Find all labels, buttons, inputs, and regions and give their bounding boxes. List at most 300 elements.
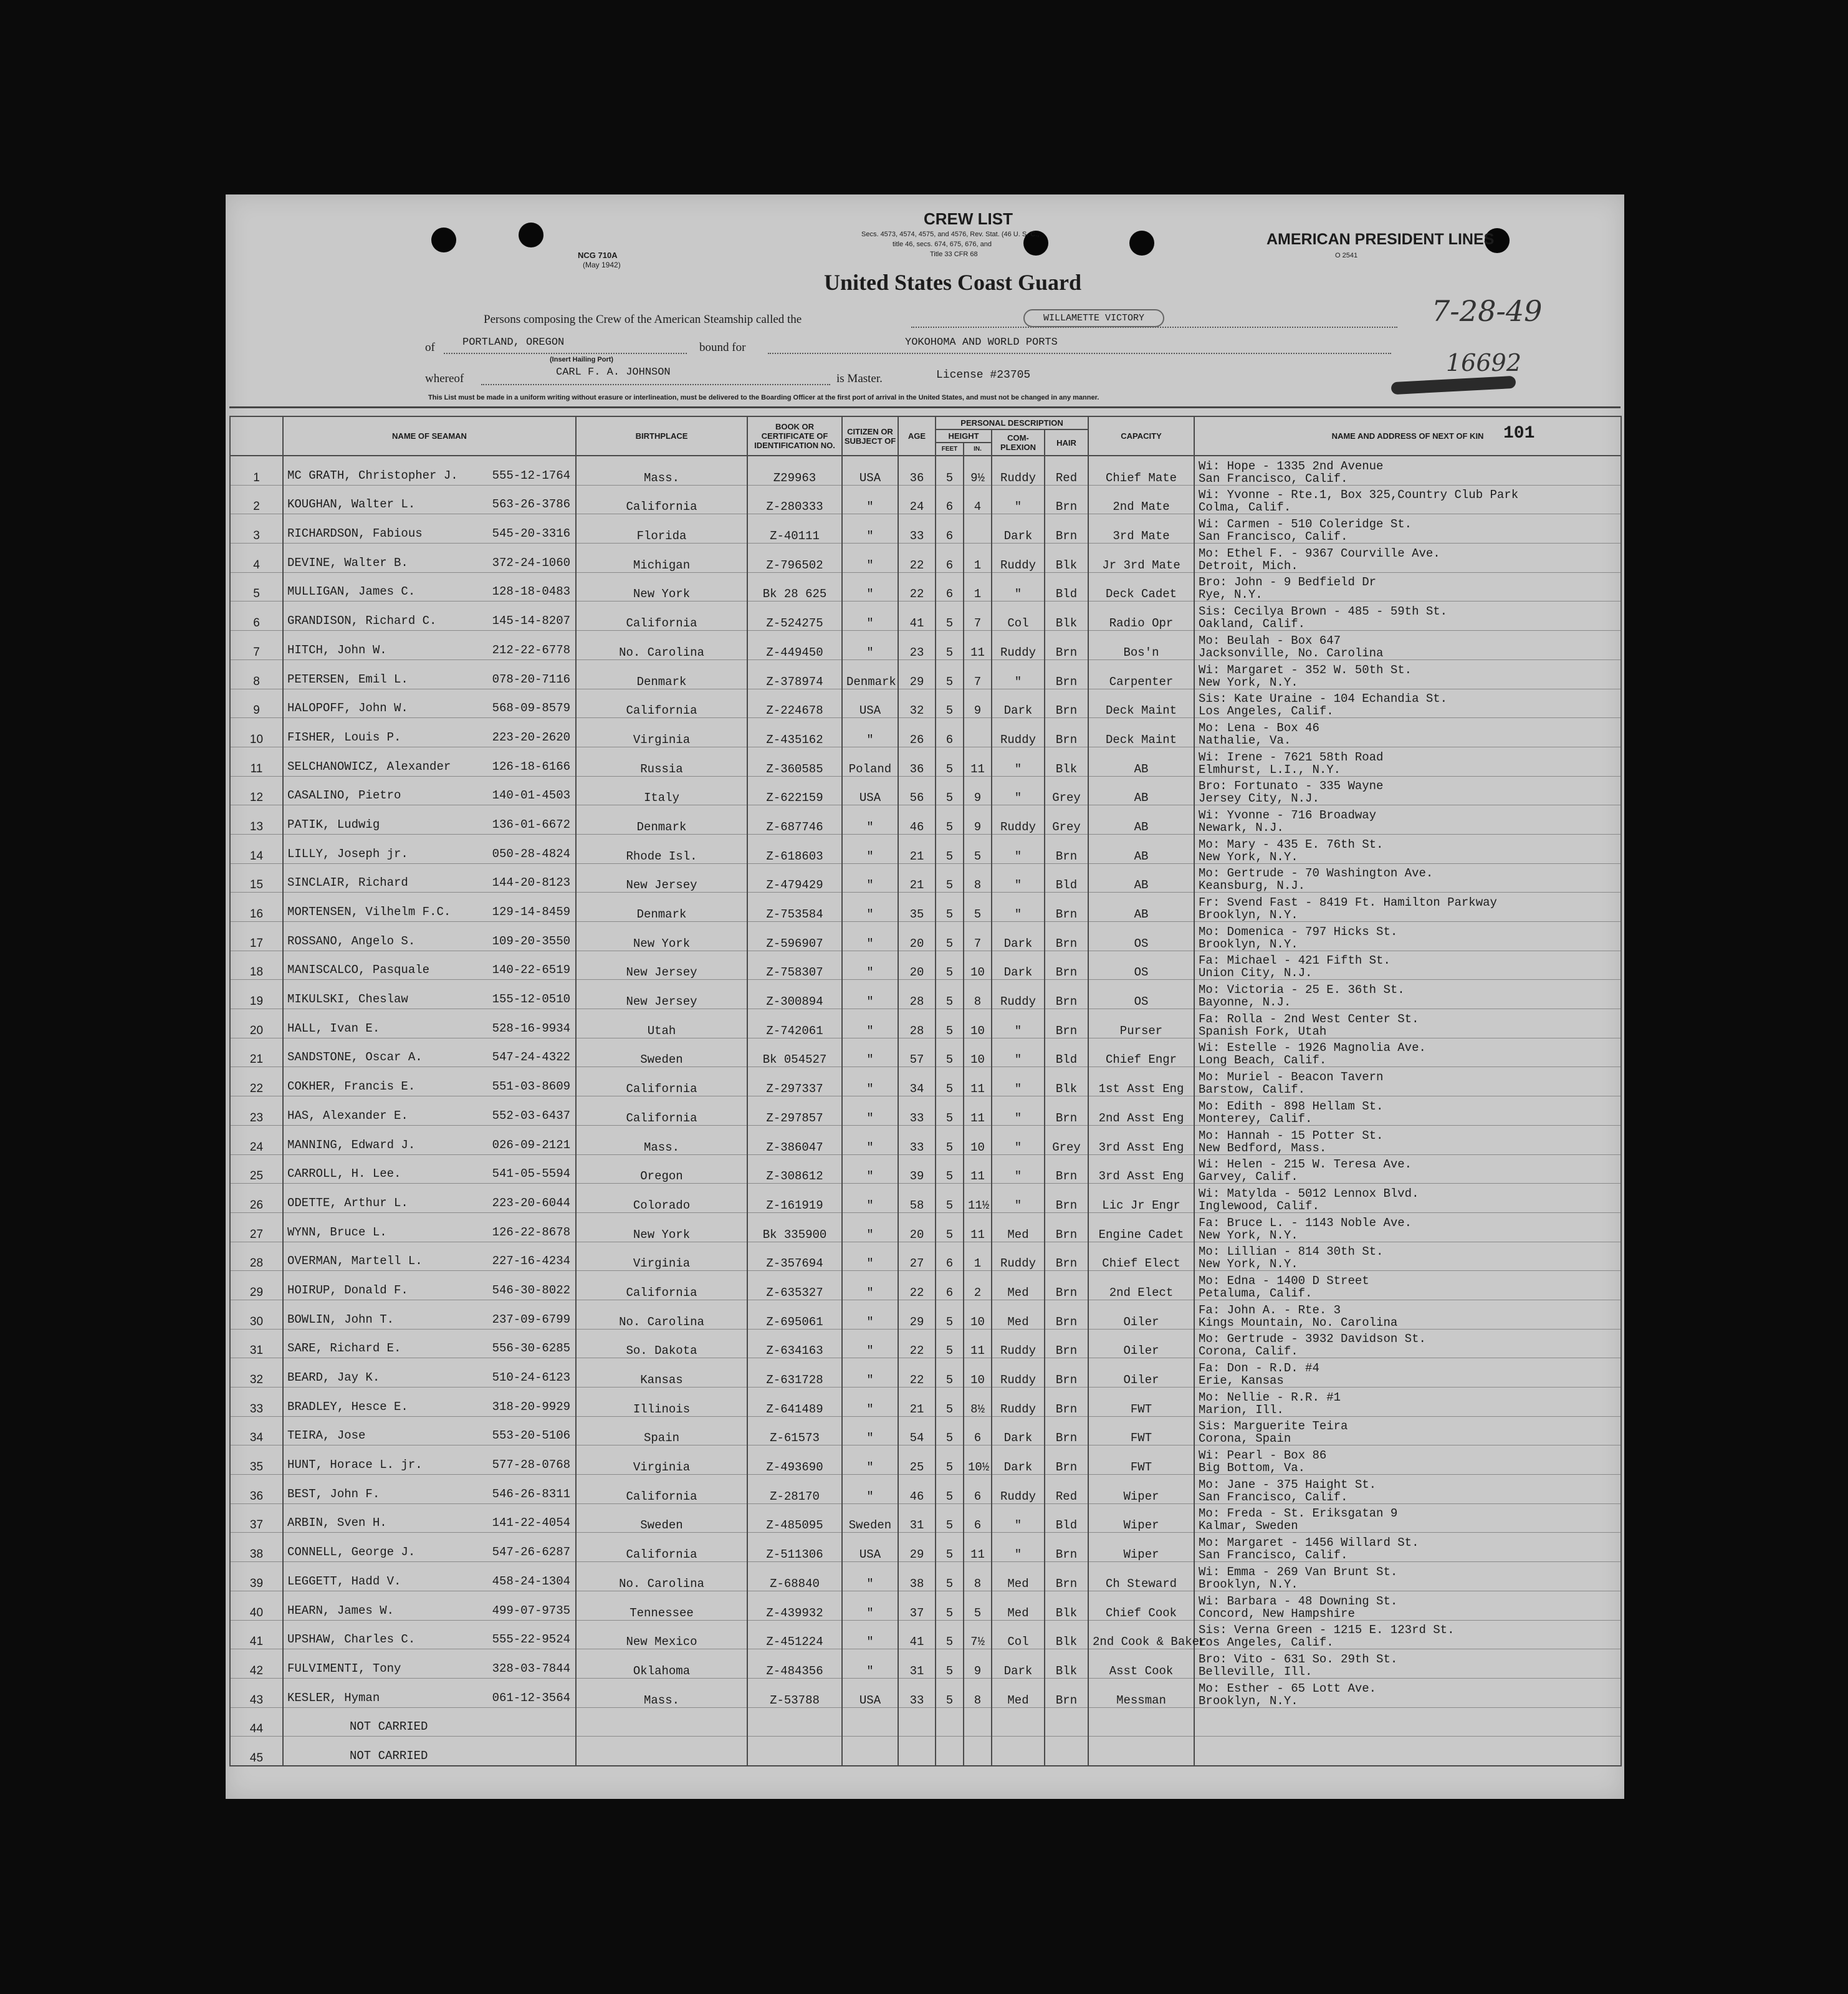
hair-color: Brn <box>1045 485 1088 514</box>
table-row <box>230 1707 1621 1737</box>
age: 34 <box>898 1067 936 1096</box>
hair-color: Brn <box>1045 1388 1088 1417</box>
capacity: AB <box>1088 834 1194 863</box>
capacity: 3rd Asst Eng <box>1088 1125 1194 1154</box>
complexion: " <box>992 485 1045 514</box>
seaman-name <box>283 718 576 747</box>
age: 22 <box>898 544 936 573</box>
citizenship: " <box>842 1096 898 1126</box>
table-row <box>230 1242 1621 1271</box>
seaman-name-text: BOWLIN, John T. <box>287 1312 395 1326</box>
label-bound: bound for <box>699 341 746 354</box>
capacity: Purser <box>1088 1009 1194 1038</box>
birthplace: Italy <box>576 776 747 805</box>
kin-address: Monterey, Calif. <box>1199 1111 1313 1126</box>
next-of-kin <box>1194 456 1621 485</box>
birthplace: Denmark <box>576 659 747 689</box>
hair-color: Brn <box>1045 1358 1088 1388</box>
age: 29 <box>898 1300 936 1329</box>
seaman-name-text: MULLIGAN, James C. <box>287 585 416 599</box>
label-of: of <box>425 341 435 354</box>
next-of-kin <box>1194 1562 1621 1591</box>
table-row <box>230 1562 1621 1591</box>
row-number: 13 <box>230 805 283 835</box>
capacity: AB <box>1088 747 1194 776</box>
birthplace: Virginia <box>576 718 747 747</box>
row-number: 45 <box>230 1737 283 1766</box>
seaman-name-text: RICHARDSON, Fabious <box>287 527 423 541</box>
kin-address: Elmhurst, L.I., N.Y. <box>1199 762 1341 777</box>
hair-color: Red <box>1045 456 1088 485</box>
height-inches: 11 <box>964 1067 992 1096</box>
height-feet: 6 <box>936 544 964 573</box>
table-row <box>230 1271 1621 1300</box>
row-number: 41 <box>230 1620 283 1649</box>
seaman-name-text: HOIRUP, Donald F. <box>287 1283 408 1297</box>
certificate-number: Z-631728 <box>747 1358 842 1388</box>
capacity: Deck Maint <box>1088 718 1194 747</box>
hair-color: Bld <box>1045 572 1088 602</box>
height-inches <box>964 1707 992 1737</box>
table-row <box>230 1125 1621 1154</box>
seaman-name <box>283 1533 576 1562</box>
seaman-name <box>283 922 576 951</box>
table-row <box>230 1649 1621 1679</box>
seaman-name-text: ARBIN, Sven H. <box>287 1516 387 1530</box>
social-security-number: 140-01-4503 <box>492 788 570 803</box>
table-row <box>230 1475 1621 1504</box>
row-number: 22 <box>230 1067 283 1096</box>
page-number: 101 <box>1503 424 1535 443</box>
birthplace: Utah <box>576 1009 747 1038</box>
row-number: 29 <box>230 1271 283 1300</box>
hair-color: Brn <box>1045 980 1088 1009</box>
capacity: 3rd Asst Eng <box>1088 1154 1194 1184</box>
col-header-age: AGE <box>898 416 936 456</box>
citizenship: " <box>842 951 898 980</box>
next-of-kin <box>1194 747 1621 776</box>
kin-address: San Francisco, Calif. <box>1199 530 1348 544</box>
height-feet: 5 <box>936 1067 964 1096</box>
citizenship: " <box>842 1358 898 1388</box>
height-inches: 11 <box>964 1533 992 1562</box>
certificate-number: Z-439932 <box>747 1591 842 1620</box>
age: 39 <box>898 1154 936 1184</box>
kin-address: Corona, Spain <box>1199 1432 1291 1446</box>
complexion: Ruddy <box>992 1388 1045 1417</box>
social-security-number: 528-16-9934 <box>492 1021 570 1035</box>
next-of-kin <box>1194 1388 1621 1417</box>
height-inches: 9 <box>964 689 992 718</box>
certificate-number: Z-308612 <box>747 1154 842 1184</box>
hair-color: Brn <box>1045 951 1088 980</box>
age: 32 <box>898 689 936 718</box>
birthplace: No. Carolina <box>576 631 747 660</box>
seaman-name <box>283 834 576 863</box>
social-security-number: 129-14-8459 <box>492 905 570 919</box>
age: 56 <box>898 776 936 805</box>
kin-name: Sis: Kate Uraine - 104 Echandia St. <box>1199 692 1448 706</box>
age: 41 <box>898 1620 936 1649</box>
kin-name: Mo: Ethel F. - 9367 Courville Ave. <box>1199 546 1440 560</box>
citizenship: " <box>842 1620 898 1649</box>
kin-address: Rye, N.Y. <box>1199 588 1263 602</box>
birthplace <box>576 1737 747 1766</box>
height-feet: 5 <box>936 1388 964 1417</box>
birthplace: Mass. <box>576 1125 747 1154</box>
table-row <box>230 893 1621 922</box>
seaman-name <box>283 1416 576 1445</box>
age: 46 <box>898 1475 936 1504</box>
citizenship: " <box>842 1154 898 1184</box>
next-of-kin <box>1194 1591 1621 1620</box>
hair-color: Bld <box>1045 1503 1088 1533</box>
kin-name: Wi: Yvonne - 716 Broadway <box>1199 808 1377 822</box>
capacity: Deck Maint <box>1088 689 1194 718</box>
capacity: Wiper <box>1088 1503 1194 1533</box>
table-row <box>230 718 1621 747</box>
birthplace: Virginia <box>576 1445 747 1475</box>
complexion: Col <box>992 602 1045 631</box>
next-of-kin <box>1194 1184 1621 1213</box>
citizenship: " <box>842 1271 898 1300</box>
row-number: 42 <box>230 1649 283 1679</box>
row-number: 40 <box>230 1591 283 1620</box>
hair-color: Brn <box>1045 834 1088 863</box>
seaman-name <box>283 1445 576 1475</box>
next-of-kin <box>1194 1678 1621 1707</box>
height-feet: 5 <box>936 659 964 689</box>
birthplace: New Mexico <box>576 1620 747 1649</box>
height-feet: 5 <box>936 1445 964 1475</box>
kin-address: San Francisco, Calif. <box>1199 1490 1348 1504</box>
kin-address: Brooklyn, N.Y. <box>1199 1577 1298 1591</box>
citizenship: " <box>842 980 898 1009</box>
kin-address: Corona, Calif. <box>1199 1345 1298 1359</box>
hair-color <box>1045 1707 1088 1737</box>
next-of-kin <box>1194 1125 1621 1154</box>
height-inches: 11 <box>964 1329 992 1358</box>
kin-address: Union City, N.J. <box>1199 966 1313 980</box>
height-inches: 1 <box>964 544 992 573</box>
height-feet: 6 <box>936 1242 964 1271</box>
hair-color: Blk <box>1045 1620 1088 1649</box>
company-ref: O 2541 <box>1335 252 1358 259</box>
punch-hole <box>431 228 456 252</box>
certificate-number: Bk 054527 <box>747 1038 842 1067</box>
row-number: 25 <box>230 1154 283 1184</box>
height-inches: 10½ <box>964 1445 992 1475</box>
height-inches: 7 <box>964 659 992 689</box>
seaman-name-text: KOUGHAN, Walter L. <box>287 497 416 512</box>
social-security-number: 568-09-8579 <box>492 701 570 716</box>
seaman-name <box>283 544 576 573</box>
next-of-kin <box>1194 718 1621 747</box>
company-name: AMERICAN PRESIDENT LINES <box>1266 231 1495 248</box>
social-security-number: 555-22-9524 <box>492 1632 570 1647</box>
citizenship: USA <box>842 689 898 718</box>
citizenship: " <box>842 1212 898 1242</box>
seaman-name <box>283 1562 576 1591</box>
destination: YOKOHOMA AND WORLD PORTS <box>905 337 1058 348</box>
height-inches: 8½ <box>964 1388 992 1417</box>
row-number: 30 <box>230 1300 283 1329</box>
crew-table <box>229 416 1622 1766</box>
citizenship: Poland <box>842 747 898 776</box>
birthplace: New York <box>576 922 747 951</box>
row-number: 43 <box>230 1678 283 1707</box>
height-inches: 10 <box>964 1358 992 1388</box>
height-inches: 11 <box>964 747 992 776</box>
certificate-number: Z-622159 <box>747 776 842 805</box>
seaman-name <box>283 951 576 980</box>
row-number: 21 <box>230 1038 283 1067</box>
complexion: Ruddy <box>992 544 1045 573</box>
citizenship: " <box>842 1416 898 1445</box>
citizenship: " <box>842 893 898 922</box>
height-feet: 5 <box>936 1620 964 1649</box>
capacity: Chief Cook <box>1088 1591 1194 1620</box>
certificate-number: Z-753584 <box>747 893 842 922</box>
hair-color: Brn <box>1045 514 1088 544</box>
hair-color: Brn <box>1045 1329 1088 1358</box>
label-persons: Persons composing the Crew of the American Steamship called the <box>484 313 802 326</box>
capacity <box>1088 1737 1194 1766</box>
seaman-name-text: WYNN, Bruce L. <box>287 1225 387 1239</box>
row-number: 39 <box>230 1562 283 1591</box>
row-number: 37 <box>230 1503 283 1533</box>
social-security-number: 577-28-0768 <box>492 1458 570 1472</box>
seaman-name <box>283 1678 576 1707</box>
birthplace: So. Dakota <box>576 1329 747 1358</box>
certificate-number: Bk 335900 <box>747 1212 842 1242</box>
seaman-name <box>283 1475 576 1504</box>
hair-color: Brn <box>1045 1678 1088 1707</box>
row-number: 28 <box>230 1242 283 1271</box>
certificate-number: Z-357694 <box>747 1242 842 1271</box>
complexion: " <box>992 1038 1045 1067</box>
table-row <box>230 863 1621 893</box>
kin-address: Jersey City, N.J. <box>1199 792 1319 806</box>
seaman-name-text: PETERSEN, Emil L. <box>287 672 408 686</box>
citizenship: " <box>842 805 898 835</box>
certificate-number: Z-28170 <box>747 1475 842 1504</box>
height-feet: 5 <box>936 776 964 805</box>
capacity: Wiper <box>1088 1475 1194 1504</box>
kin-name: Wi: Pearl - Box 86 <box>1199 1449 1327 1463</box>
age: 20 <box>898 951 936 980</box>
seaman-name <box>283 485 576 514</box>
birthplace: California <box>576 1475 747 1504</box>
height-feet <box>936 1737 964 1766</box>
birthplace: New York <box>576 1212 747 1242</box>
table-row <box>230 1533 1621 1562</box>
height-feet: 5 <box>936 951 964 980</box>
next-of-kin <box>1194 1475 1621 1504</box>
seaman-name-text: COKHER, Francis E. <box>287 1080 416 1094</box>
seaman-name <box>283 1271 576 1300</box>
statute-line-2: title 46, secs. 674, 675, 676, and <box>893 241 992 248</box>
col-header-feet: FEET <box>936 443 964 456</box>
seaman-name-text: DEVINE, Walter B. <box>287 555 408 570</box>
next-of-kin <box>1194 544 1621 573</box>
certificate-number: Bk 28 625 <box>747 572 842 602</box>
complexion: Ruddy <box>992 980 1045 1009</box>
social-security-number: 553-20-5106 <box>492 1429 570 1443</box>
table-row <box>230 1620 1621 1649</box>
table-row <box>230 485 1621 514</box>
complexion: " <box>992 1184 1045 1213</box>
citizenship: " <box>842 485 898 514</box>
social-security-number: 136-01-6672 <box>492 817 570 832</box>
next-of-kin <box>1194 1038 1621 1067</box>
kin-address: Kalmar, Sweden <box>1199 1519 1298 1533</box>
capacity: FWT <box>1088 1445 1194 1475</box>
hair-color: Brn <box>1045 1416 1088 1445</box>
seaman-name-text: HUNT, Horace L. jr. <box>287 1458 423 1472</box>
height-feet: 5 <box>936 1503 964 1533</box>
citizenship: " <box>842 544 898 573</box>
label-master: is Master. <box>836 372 883 385</box>
next-of-kin <box>1194 922 1621 951</box>
seaman-name <box>283 1707 576 1737</box>
complexion <box>992 1737 1045 1766</box>
seaman-name-text: SANDSTONE, Oscar A. <box>287 1050 423 1065</box>
master-field <box>481 364 830 385</box>
seaman-name <box>283 659 576 689</box>
birthplace: Colorado <box>576 1184 747 1213</box>
hair-color: Bld <box>1045 863 1088 893</box>
kin-name: Mo: Victoria - 25 E. 36th St. <box>1199 983 1405 997</box>
birthplace: Kansas <box>576 1358 747 1388</box>
birthplace: California <box>576 1096 747 1126</box>
kin-address: Garvey, Calif. <box>1199 1170 1298 1184</box>
age: 31 <box>898 1503 936 1533</box>
height-feet: 5 <box>936 1154 964 1184</box>
seaman-name <box>283 1620 576 1649</box>
next-of-kin <box>1194 1329 1621 1358</box>
kin-name: Bro: Vito - 631 So. 29th St. <box>1199 1652 1398 1666</box>
statute-line-1: Secs. 4573, 4574, 4575, and 4576, Rev. Stat. (46 U. S. C., <box>861 231 1040 238</box>
complexion: " <box>992 834 1045 863</box>
birthplace: Illinois <box>576 1388 747 1417</box>
social-security-number: 510-24-6123 <box>492 1371 570 1384</box>
complexion: Med <box>992 1212 1045 1242</box>
certificate-number: Z-386047 <box>747 1125 842 1154</box>
social-security-number: 546-30-8022 <box>492 1283 570 1297</box>
next-of-kin <box>1194 1358 1621 1388</box>
hair-color: Brn <box>1045 922 1088 951</box>
citizenship: " <box>842 1125 898 1154</box>
row-number: 24 <box>230 1125 283 1154</box>
birthplace: New Jersey <box>576 951 747 980</box>
kin-name: Wi: Estelle - 1926 Magnolia Ave. <box>1199 1041 1426 1055</box>
age <box>898 1707 936 1737</box>
citizenship: " <box>842 572 898 602</box>
kin-name: Fa: Don - R.D. #4 <box>1199 1361 1319 1375</box>
seaman-name-text: NOT CARRIED <box>350 1748 428 1763</box>
hair-color: Blk <box>1045 747 1088 776</box>
row-number: 35 <box>230 1445 283 1475</box>
row-number: 7 <box>230 631 283 660</box>
social-security-number: 541-05-5594 <box>492 1167 570 1181</box>
next-of-kin <box>1194 1737 1621 1766</box>
complexion: Dark <box>992 922 1045 951</box>
social-security-number: 547-24-4322 <box>492 1050 570 1065</box>
capacity: 2nd Elect <box>1088 1271 1194 1300</box>
complexion: Dark <box>992 1649 1045 1679</box>
height-inches: 10 <box>964 1038 992 1067</box>
capacity: Oiler <box>1088 1329 1194 1358</box>
seaman-name <box>283 980 576 1009</box>
next-of-kin <box>1194 1009 1621 1038</box>
height-inches: 5 <box>964 1591 992 1620</box>
row-number: 17 <box>230 922 283 951</box>
seaman-name-text: SARE, Richard E. <box>287 1341 401 1356</box>
height-inches: 6 <box>964 1475 992 1504</box>
capacity: 2nd Asst Eng <box>1088 1096 1194 1126</box>
row-number: 32 <box>230 1358 283 1388</box>
row-number: 15 <box>230 863 283 893</box>
social-security-number: 144-20-8123 <box>492 876 570 890</box>
row-number: 31 <box>230 1329 283 1358</box>
seaman-name <box>283 514 576 544</box>
certificate-number: Z-742061 <box>747 1009 842 1038</box>
seaman-name-text: KESLER, Hyman <box>287 1690 380 1705</box>
kin-name: Mo: Edith - 898 Hellam St. <box>1199 1099 1384 1113</box>
capacity: 2nd Mate <box>1088 485 1194 514</box>
hair-color: Blk <box>1045 1067 1088 1096</box>
hair-color: Brn <box>1045 1300 1088 1329</box>
height-inches: 9 <box>964 1649 992 1679</box>
complexion: Med <box>992 1678 1045 1707</box>
table-row <box>230 1737 1621 1766</box>
birthplace: California <box>576 602 747 631</box>
height-inches: 10 <box>964 1300 992 1329</box>
certificate-number: Z-493690 <box>747 1445 842 1475</box>
table-row <box>230 1388 1621 1417</box>
age: 22 <box>898 572 936 602</box>
social-security-number: 546-26-8311 <box>492 1487 570 1501</box>
certificate-number: Z-435162 <box>747 718 842 747</box>
next-of-kin <box>1194 1154 1621 1184</box>
birthplace: California <box>576 1067 747 1096</box>
citizenship: " <box>842 1329 898 1358</box>
hair-color: Brn <box>1045 893 1088 922</box>
seaman-name-text: NOT CARRIED <box>350 1720 428 1734</box>
birthplace: California <box>576 689 747 718</box>
seaman-name <box>283 1067 576 1096</box>
date-handwritten: 7-28-49 <box>1432 294 1543 328</box>
table-row <box>230 456 1621 485</box>
row-number: 18 <box>230 951 283 980</box>
birthplace: Virginia <box>576 1242 747 1271</box>
social-security-number: 126-18-6166 <box>492 759 570 774</box>
complexion: Ruddy <box>992 1329 1045 1358</box>
table-row <box>230 1184 1621 1213</box>
certificate-number: Z-511306 <box>747 1533 842 1562</box>
height-feet: 5 <box>936 1649 964 1679</box>
social-security-number: 223-20-2620 <box>492 730 570 744</box>
hair-color: Brn <box>1045 1271 1088 1300</box>
kin-address: Keansburg, N.J. <box>1199 879 1306 893</box>
citizenship: " <box>842 834 898 863</box>
certificate-number: Z-40111 <box>747 514 842 544</box>
age: 22 <box>898 1358 936 1388</box>
social-security-number: 128-18-0483 <box>492 585 570 599</box>
capacity: Oiler <box>1088 1358 1194 1388</box>
kin-name: Mo: Muriel - Beacon Tavern <box>1199 1070 1384 1085</box>
